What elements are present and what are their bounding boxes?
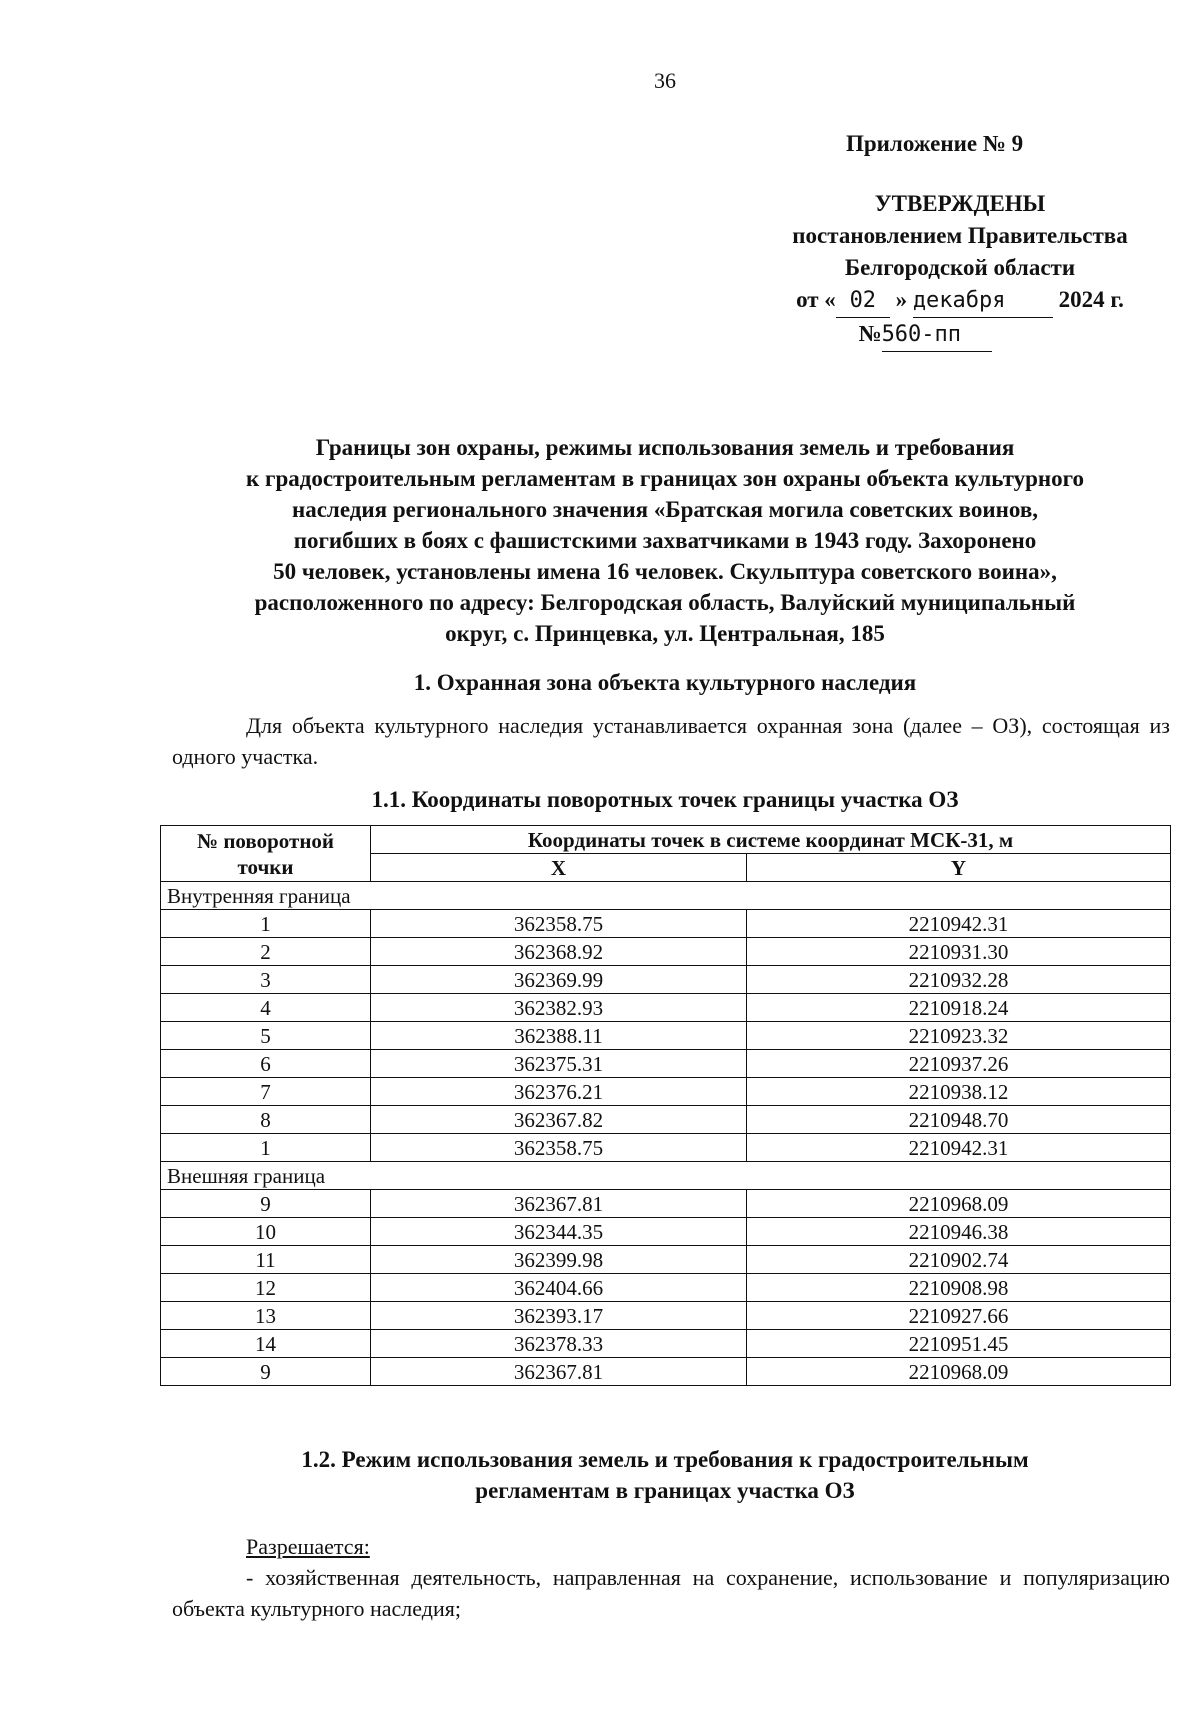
cell-y: 2210948.70 — [747, 1106, 1171, 1134]
table-row — [161, 1246, 1171, 1274]
title-line: к градостроительным регламентам в границах зон охраны объекта культурного — [246, 466, 1084, 491]
cell-x: 362393.17 — [371, 1302, 747, 1330]
header-y: Y — [747, 854, 1171, 882]
cell-point-number: 13 — [161, 1302, 371, 1330]
date-day: 02 — [849, 288, 877, 313]
approved-by-line1: постановлением Правительства — [792, 223, 1128, 248]
cell-x: 362367.81 — [371, 1358, 747, 1386]
cell-y: 2210968.09 — [747, 1358, 1171, 1386]
cell-y: 2210938.12 — [747, 1078, 1171, 1106]
cell-point-number: 11 — [161, 1246, 371, 1274]
cell-x: 362344.35 — [371, 1218, 747, 1246]
header-point-number — [161, 826, 371, 882]
table-row — [161, 1190, 1171, 1218]
cell-x: 362382.93 — [371, 994, 747, 1022]
allowed-label-text: Разрешается: — [246, 1534, 370, 1559]
title-line: 50 человек, установлены имена 16 человек. Скульптура советского воина», — [273, 559, 1057, 584]
table-group-row — [161, 1162, 1171, 1190]
table-group-row — [161, 882, 1171, 910]
table-group-label: Внешняя граница — [161, 1162, 1171, 1190]
header-point-line2: точки — [237, 854, 294, 879]
table-row — [161, 1218, 1171, 1246]
cell-x: 362358.75 — [371, 1134, 747, 1162]
section-1-2-heading-line1: 1.2. Режим использования земель и требования к градостроительным — [301, 1447, 1029, 1472]
approval-block — [730, 128, 1190, 352]
cell-x: 362368.92 — [371, 938, 747, 966]
cell-y: 2210931.30 — [747, 938, 1171, 966]
cell-point-number: 1 — [161, 910, 371, 938]
section-1-heading: 1. Охранная зона объекта культурного наследия — [413, 670, 917, 695]
table-row — [161, 1358, 1171, 1386]
cell-x: 362376.21 — [371, 1078, 747, 1106]
section-1-1-heading: 1.1. Координаты поворотных точек границы участка ОЗ — [371, 787, 959, 812]
cell-point-number: 5 — [161, 1022, 371, 1050]
table-row — [161, 1302, 1171, 1330]
table-group-label: Внутренняя граница — [161, 882, 1171, 910]
cell-point-number: 12 — [161, 1274, 371, 1302]
document-title — [160, 432, 1170, 649]
date-prefix: от « — [796, 287, 836, 312]
table-row — [161, 1022, 1171, 1050]
section-1-paragraph: Для объекта культурного наследия устанавливается охранная зона (далее – ОЗ), состоящая из одного участка. — [172, 713, 1170, 769]
cell-y: 2210927.66 — [747, 1302, 1171, 1330]
table-row — [161, 938, 1171, 966]
approval-number — [730, 318, 1190, 352]
table-row — [161, 1050, 1171, 1078]
section-1-2-heading-line2: регламентам в границах участка ОЗ — [475, 1478, 855, 1503]
date-mid: » — [895, 287, 908, 312]
table-row — [161, 966, 1171, 994]
cell-point-number: 2 — [161, 938, 371, 966]
number-prefix: № — [858, 321, 882, 346]
table-row — [161, 1274, 1171, 1302]
table-row — [161, 1330, 1171, 1358]
cell-y: 2210908.98 — [747, 1274, 1171, 1302]
date-month: декабря — [912, 288, 1006, 313]
cell-point-number: 9 — [161, 1358, 371, 1386]
cell-point-number: 14 — [161, 1330, 371, 1358]
cell-x: 362367.81 — [371, 1190, 747, 1218]
cell-x: 362369.99 — [371, 966, 747, 994]
cell-point-number: 8 — [161, 1106, 371, 1134]
cell-x: 362375.31 — [371, 1050, 747, 1078]
approval-date — [730, 284, 1190, 318]
section-1-2-heading — [160, 1444, 1170, 1506]
cell-point-number: 1 — [161, 1134, 371, 1162]
table-row — [161, 1078, 1171, 1106]
cell-y: 2210942.31 — [747, 1134, 1171, 1162]
cell-point-number: 3 — [161, 966, 371, 994]
allowed-item-1: - хозяйственная деятельность, направленная на сохранение, использование и популяризацию объекта культурного наследия; — [172, 1565, 1170, 1621]
cell-point-number: 10 — [161, 1218, 371, 1246]
date-year: 2024 г. — [1058, 287, 1124, 312]
cell-point-number: 7 — [161, 1078, 371, 1106]
allowed-label — [172, 1531, 1170, 1562]
title-line: Границы зон охраны, режимы использования земель и требования — [315, 435, 1015, 460]
cell-y: 2210946.38 — [747, 1218, 1171, 1246]
table-row — [161, 994, 1171, 1022]
cell-y: 2210937.26 — [747, 1050, 1171, 1078]
title-line: расположенного по адресу: Белгородская область, Валуйский муниципальный — [254, 590, 1076, 615]
coordinates-table — [160, 825, 1171, 1386]
approved-by-line2: Белгородской области — [844, 255, 1076, 280]
cell-x: 362399.98 — [371, 1246, 747, 1274]
cell-point-number: 4 — [161, 994, 371, 1022]
table-row — [161, 1134, 1171, 1162]
cell-y: 2210942.31 — [747, 910, 1171, 938]
cell-y: 2210932.28 — [747, 966, 1171, 994]
coordinates-table-body — [161, 882, 1171, 1386]
cell-y: 2210951.45 — [747, 1330, 1171, 1358]
header-point-line1: № поворотной — [196, 828, 335, 853]
cell-x: 362404.66 — [371, 1274, 747, 1302]
appendix-label: Приложение № 9 — [846, 131, 1024, 156]
number-value: 560-пп — [881, 322, 962, 347]
cell-point-number: 9 — [161, 1190, 371, 1218]
header-coordinates: Координаты точек в системе координат МСК-31, м — [371, 826, 1171, 854]
cell-x: 362378.33 — [371, 1330, 747, 1358]
table-row — [161, 1106, 1171, 1134]
cell-x: 362367.82 — [371, 1106, 747, 1134]
cell-point-number: 6 — [161, 1050, 371, 1078]
cell-y: 2210923.32 — [747, 1022, 1171, 1050]
page-number: 36 — [654, 68, 676, 93]
cell-x: 362358.75 — [371, 910, 747, 938]
cell-y: 2210968.09 — [747, 1190, 1171, 1218]
cell-y: 2210918.24 — [747, 994, 1171, 1022]
cell-y: 2210902.74 — [747, 1246, 1171, 1274]
approved-label: УТВЕРЖДЕНЫ — [874, 191, 1046, 216]
table-row — [161, 910, 1171, 938]
title-line: округ, с. Принцевка, ул. Центральная, 185 — [445, 621, 885, 646]
header-x: X — [371, 854, 747, 882]
title-line: наследия регионального значения «Братская могила советских воинов, — [291, 497, 1039, 522]
cell-x: 362388.11 — [371, 1022, 747, 1050]
title-line: погибших в боях с фашистскими захватчиками в 1943 году. Захоронено — [293, 528, 1037, 553]
